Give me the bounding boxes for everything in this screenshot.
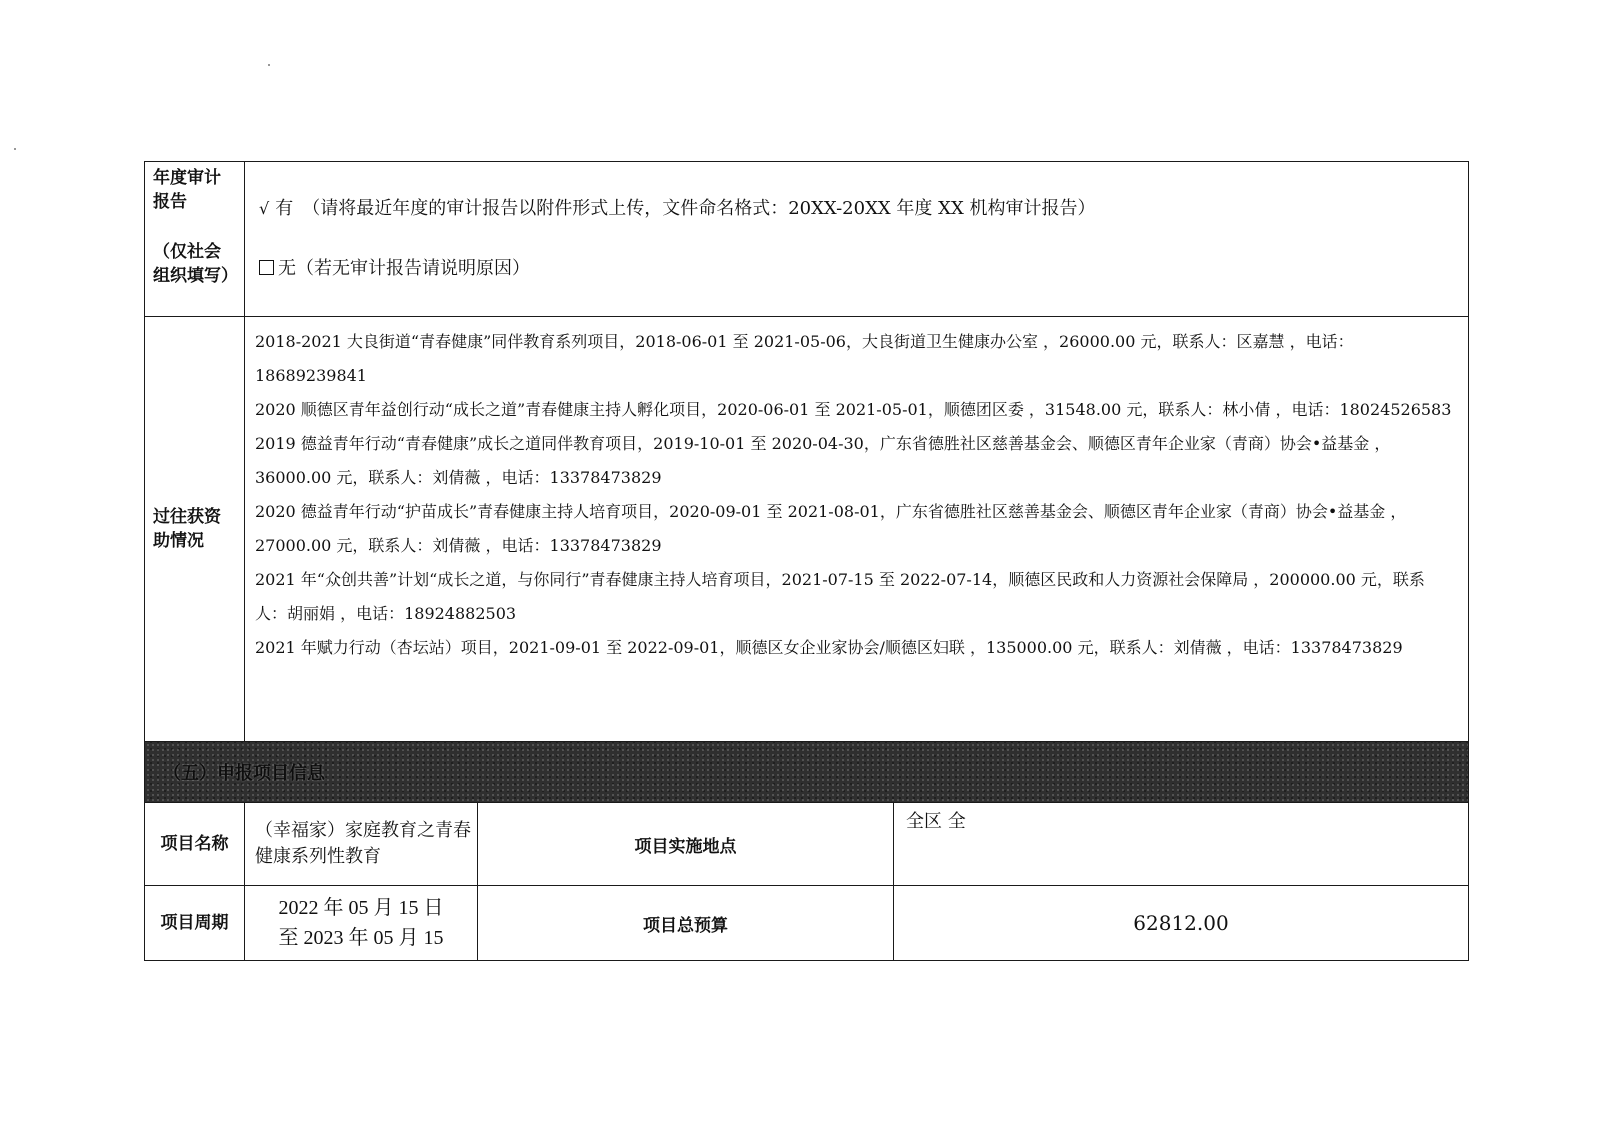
audit-report-row [145, 162, 1469, 317]
project-budget-value[interactable]: 62812.00 [894, 886, 1469, 961]
audit-report-label-cell [145, 162, 245, 317]
funding-entry: 2020 德益青年行动“护苗成长”青春健康主持人培育项目，2020-09-01 至 2021-08-01，广东省德胜社区慈善基金会、顺德区青年企业家（青商）协会•益基金 ，27000.00 元，联系人：刘倩薇 ，电话：13378473829 [255, 502, 1407, 555]
audit-report-options [245, 162, 1469, 317]
project-period-end: 至 2023 年 05 月 15 [278, 927, 444, 949]
project-name-label: 项目名称 [145, 803, 245, 886]
project-period-value[interactable] [245, 886, 478, 961]
project-period-start: 2022 年 05 月 15 日 [278, 897, 444, 919]
project-period-label: 项目周期 [145, 886, 245, 961]
project-name-value[interactable]: （幸福家）家庭教育之青春健康系列性教育 [245, 803, 478, 886]
funding-entry: 2019 德益青年行动“青春健康”成长之道同伴教育项目，2019-10-01 至 2020-04-30，广东省德胜社区慈善基金会、顺德区青年企业家（青商）协会•益基金 ，36000.00 元，联系人：刘倩薇 ，电话：13378473829 [255, 434, 1391, 487]
audit-option-yes-text: 有 （请将最近年度的审计报告以附件形式上传，文件命名格式：20XX-20XX 年度 XX 机构审计报告） [275, 198, 1096, 219]
project-budget-label: 项目总预算 [478, 886, 894, 961]
audit-report-note: （仅社会组织填写） [153, 242, 238, 286]
funding-entry: 2021 年赋力行动（杏坛站）项目，2021-09-01 至 2022-09-01，顺德区女企业家协会/顺德区妇联 ，135000.00 元，联系人：刘倩薇 ，电话：13378473829 [255, 638, 1403, 657]
past-funding-row [145, 317, 1469, 742]
audit-option-no[interactable] [259, 254, 1468, 284]
funding-entry: 2018-2021 大良街道“青春健康”同伴教育系列项目，2018-06-01 至 2021-05-06，大良街道卫生健康办公室 ，26000.00 元，联系人：区嘉慧 ，电话：18689239841 [255, 332, 1354, 385]
section-title: （五）申报项目信息 [145, 742, 1469, 803]
funding-entry: 2021 年“众创共善”计划“成长之道，与你同行”青春健康主持人培育项目，2021-07-15 至 2022-07-14，顺德区民政和人力资源社会保障局 ，200000.00 元，联系人：胡丽娟 ，电话：18924882503 [255, 570, 1425, 623]
application-form-table [144, 161, 1469, 961]
project-name-row [145, 803, 1469, 886]
past-funding-list [245, 317, 1469, 742]
checkmark-icon: √ [259, 199, 270, 218]
funding-entry: 2020 顺德区青年益创行动“成长之道”青春健康主持人孵化项目，2020-06-01 至 2021-05-01，顺德团区委 ，31548.00 元，联系人：林小倩 ，电话：18024526583 [255, 400, 1452, 419]
audit-report-label: 年度审计报告 [153, 168, 221, 212]
scan-speck [14, 148, 16, 150]
project-location-value[interactable]: 全区 全 [894, 803, 1469, 886]
past-funding-label: 过往获资助情况 [145, 317, 245, 742]
project-period-row [145, 886, 1469, 961]
section-header-row [145, 742, 1469, 803]
checkbox-empty-icon[interactable] [259, 260, 274, 275]
project-location-label: 项目实施地点 [478, 803, 894, 886]
scan-speck [268, 64, 270, 66]
audit-option-yes[interactable] [259, 194, 1468, 224]
audit-option-no-text: 无（若无审计报告请说明原因） [278, 258, 530, 279]
